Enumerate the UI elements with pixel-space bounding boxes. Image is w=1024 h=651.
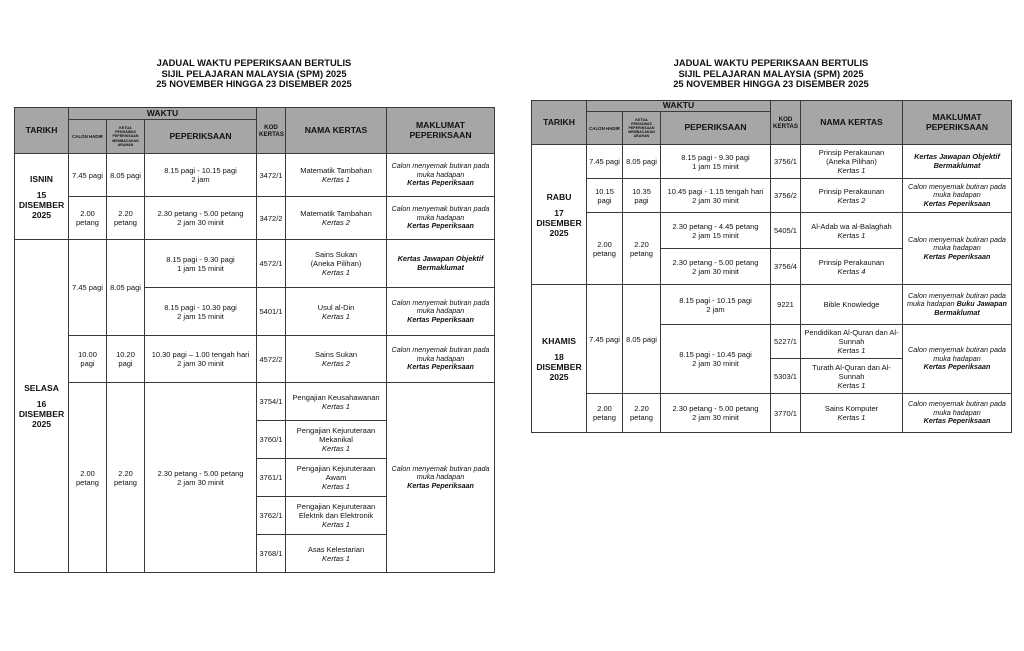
table-row (532, 179, 1012, 213)
paper-code: 9221 (771, 285, 801, 325)
ketua-time: 8.05 pagi (623, 145, 661, 179)
exam-info: Calon menyemak butiran pada muka hadapan Kertas Peperiksaan (387, 383, 495, 573)
paper-code: 5405/1 (771, 213, 801, 249)
exam-time: 10.45 pagi - 1.15 tengah hari 2 jam 30 minit (661, 179, 771, 213)
header-calon-hadir: CALON HADIR (587, 112, 623, 145)
exam-time: 8.15 pagi - 10.15 pagi 2 jam (145, 154, 257, 197)
exam-info: Calon menyemak butiran pada muka hadapan Kertas Peperiksaan (387, 336, 495, 383)
header-waktu: WAKTU (69, 108, 257, 120)
title-line2: SIJIL PELAJARAN MALAYSIA (SPM) 2025 (161, 67, 347, 79)
paper-name: Sains Komputer Kertas 1 (801, 394, 903, 433)
table-row (15, 197, 495, 240)
header-maklumat: MAKLUMAT PEPERIKSAAN (387, 108, 495, 154)
ketua-time: 2.20 petang (623, 394, 661, 433)
right-title (531, 58, 1011, 90)
table-row (532, 145, 1012, 179)
header-waktu: WAKTU (587, 101, 771, 112)
paper-name: Bible Knowledge (801, 285, 903, 325)
paper-name: Sains Sukan (Aneka Pilihan) Kertas 1 (286, 240, 387, 288)
day-label: ISNIN (30, 173, 53, 184)
ketua-time: 8.05 pagi (107, 154, 145, 197)
exam-info: Calon menyemak butiran pada muka hadapan Kertas Peperiksaan (903, 394, 1012, 433)
paper-code: 4572/2 (257, 336, 286, 383)
paper-code: 5227/1 (771, 325, 801, 359)
exam-info: Kertas Jawapan Objektif Bermaklumat (903, 145, 1012, 179)
ketua-time: 2.20 petang (623, 213, 661, 285)
paper-name: Prinsip Perakaunan Kertas 4 (801, 249, 903, 285)
paper-name: Turath Al-Quran dan Al-Sunnah Kertas 1 (801, 359, 903, 394)
ketua-time: 2.20 petang (107, 383, 145, 573)
exam-info: Calon menyemak butiran pada muka hadapan Kertas Peperiksaan (387, 154, 495, 197)
exam-info: Kertas Jawapan Objektif Bermaklumat (387, 240, 495, 288)
paper-name: Matematik Tambahan Kertas 2 (286, 197, 387, 240)
table-row (15, 240, 495, 288)
exam-time: 2.30 petang - 5.00 petang 2 jam 30 minit (661, 249, 771, 285)
exam-time: 8.15 pagi - 9.30 pagi 1 jam 15 minit (145, 240, 257, 288)
exam-time: 10.30 pagi – 1.00 tengah hari 2 jam 30 minit (145, 336, 257, 383)
exam-time: 2.30 petang - 4.45 petang 2 jam 15 minit (661, 213, 771, 249)
paper-code: 5401/1 (257, 288, 286, 336)
exam-time: 2.30 petang - 5.00 petang 2 jam 30 minit (661, 394, 771, 433)
header-kod-kertas: KOD KERTAS (257, 108, 286, 154)
paper-code: 3472/2 (257, 197, 286, 240)
paper-name: Pengajian Kejuruteraan Mekanikal Kertas 1 (286, 421, 387, 459)
paper-code: 3756/2 (771, 179, 801, 213)
header-ketua-pengawas: KETUA PENGAWAS PEPERIKSAAN MEMBACAKAN ARAHAN (623, 112, 661, 145)
header-nama-kertas: NAMA KERTAS (286, 108, 387, 154)
date-label: 18 DISEMBER 2025 (536, 351, 582, 382)
table-row (532, 285, 1012, 325)
exam-info: Calon menyemak butiran pada muka hadapan Kertas Peperiksaan (387, 288, 495, 336)
paper-code: 3761/1 (257, 459, 286, 497)
table-row (532, 394, 1012, 433)
date-cell (15, 154, 69, 240)
exam-info: Calon menyemak butiran pada muka hadapan Buku Jawapan Bermaklumat (903, 285, 1012, 325)
title-line1: JADUAL WAKTU PEPERIKSAAN BERTULIS (673, 57, 869, 68)
paper-name: Asas Kelestarian Kertas 1 (286, 535, 387, 573)
paper-name: Al-Adab wa al-Balaghah Kertas 1 (801, 213, 903, 249)
paper-code: 5303/1 (771, 359, 801, 394)
table-row (15, 336, 495, 383)
date-label: 17 DISEMBER 2025 (536, 207, 582, 238)
date-cell (532, 285, 587, 433)
header-calon-hadir: CALON HADIR (69, 120, 107, 154)
header-peperiksaan: PEPERIKSAAN (661, 112, 771, 145)
day-label: KHAMIS (542, 335, 576, 346)
calon-hadir-time: 10.15 pagi (587, 179, 623, 213)
calon-hadir-time: 7.45 pagi (587, 145, 623, 179)
left-title (14, 58, 494, 90)
title-line2: SIJIL PELAJARAN MALAYSIA (SPM) 2025 (678, 67, 864, 79)
day-label: RABU (546, 191, 572, 202)
exam-info: Calon menyemak butiran pada muka hadapan Kertas Peperiksaan (903, 213, 1012, 285)
paper-name: Sains Sukan Kertas 2 (286, 336, 387, 383)
exam-time: 2.30 petang - 5.00 petang 2 jam 30 minit (145, 383, 257, 573)
paper-code: 3762/1 (257, 497, 286, 535)
table-row (15, 383, 495, 421)
title-line1: JADUAL WAKTU PEPERIKSAAN BERTULIS (156, 57, 352, 68)
calon-hadir-time: 2.00 petang (587, 394, 623, 433)
ketua-time: 10.20 pagi (107, 336, 145, 383)
left-schedule-table (14, 107, 495, 573)
header-kod-kertas: KOD KERTAS (771, 101, 801, 145)
table-row (15, 154, 495, 197)
header-peperiksaan: PEPERIKSAAN (145, 120, 257, 154)
paper-name: Prinsip Perakaunan (Aneka Pilihan) Kertas 1 (801, 145, 903, 179)
calon-hadir-time: 2.00 petang (69, 197, 107, 240)
header-tarikh: TARIKH (15, 108, 69, 154)
header-ketua-pengawas: KETUA PENGAWAS PEPERIKSAAN MEMBACAKAN ARAHAN (107, 120, 145, 154)
exam-info: Calon menyemak butiran pada muka hadapan Kertas Peperiksaan (903, 325, 1012, 394)
ketua-time: 10.35 pagi (623, 179, 661, 213)
exam-info: Calon menyemak butiran pada muka hadapan Kertas Peperiksaan (903, 179, 1012, 213)
table-row (532, 213, 1012, 249)
title-line3: 25 NOVEMBER HINGGA 23 DISEMBER 2025 (156, 78, 352, 90)
date-label: 15 DISEMBER 2025 (18, 189, 65, 220)
exam-time: 8.15 pagi - 10.15 pagi 2 jam (661, 285, 771, 325)
paper-name: Pendidikan Al-Quran dan Al-Sunnah Kertas 1 (801, 325, 903, 359)
right-schedule-table (531, 100, 1012, 433)
calon-hadir-time: 2.00 petang (587, 213, 623, 285)
calon-hadir-time: 7.45 pagi (587, 285, 623, 394)
paper-code: 3760/1 (257, 421, 286, 459)
header-nama-kertas: NAMA KERTAS (801, 101, 903, 145)
date-cell (15, 240, 69, 573)
exam-time: 8.15 pagi - 10.45 pagi 2 jam 30 minit (661, 325, 771, 394)
ketua-time: 2.20 petang (107, 197, 145, 240)
date-label: 16 DISEMBER 2025 (18, 399, 65, 429)
header-tarikh: TARIKH (532, 101, 587, 145)
calon-hadir-time: 10.00 pagi (69, 336, 107, 383)
paper-code: 3754/1 (257, 383, 286, 421)
paper-name: Pengajian Kejuruteraan Elektrik dan Elektronik Kertas 1 (286, 497, 387, 535)
paper-name: Pengajian Kejuruteraan Awam Kertas 1 (286, 459, 387, 497)
date-cell (532, 145, 587, 285)
calon-hadir-time: 7.45 pagi (69, 240, 107, 336)
calon-hadir-time: 2.00 petang (69, 383, 107, 573)
title-line3: 25 NOVEMBER HINGGA 23 DISEMBER 2025 (673, 78, 869, 90)
paper-code: 3756/1 (771, 145, 801, 179)
paper-name: Matematik Tambahan Kertas 1 (286, 154, 387, 197)
day-label: SELASA (24, 383, 59, 393)
paper-code: 3770/1 (771, 394, 801, 433)
paper-code: 3756/4 (771, 249, 801, 285)
paper-code: 3768/1 (257, 535, 286, 573)
paper-code: 3472/1 (257, 154, 286, 197)
paper-name: Pengajian Keusahawanan Kertas 1 (286, 383, 387, 421)
calon-hadir-time: 7.45 pagi (69, 154, 107, 197)
ketua-time: 8.05 pagi (107, 240, 145, 336)
paper-name: Usul al-Din Kertas 1 (286, 288, 387, 336)
exam-time: 8.15 pagi - 9.30 pagi 1 jam 15 minit (661, 145, 771, 179)
exam-time: 8.15 pagi - 10.30 pagi 2 jam 15 minit (145, 288, 257, 336)
paper-code: 4572/1 (257, 240, 286, 288)
ketua-time: 8.05 pagi (623, 285, 661, 394)
paper-name: Prinsip Perakaunan Kertas 2 (801, 179, 903, 213)
exam-time: 2.30 petang - 5.00 petang 2 jam 30 minit (145, 197, 257, 240)
header-maklumat: MAKLUMAT PEPERIKSAAN (903, 101, 1012, 145)
exam-info: Calon menyemak butiran pada muka hadapan Kertas Peperiksaan (387, 197, 495, 240)
